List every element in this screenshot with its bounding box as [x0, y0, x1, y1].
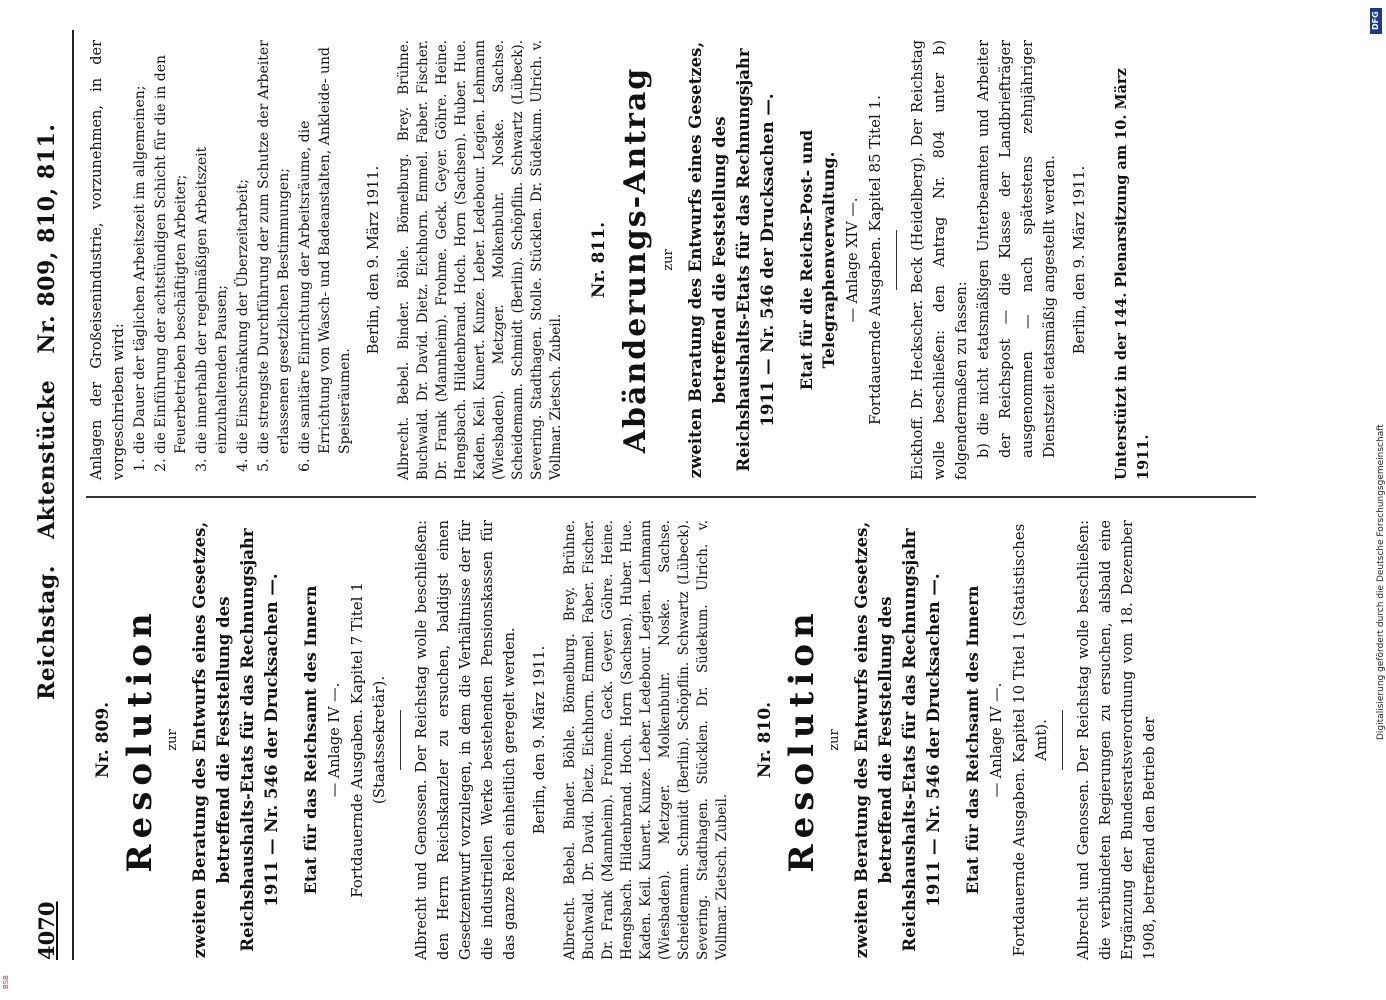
doc-number: Nr. 809.	[93, 701, 113, 779]
list-item: 4. die Einschränkung der Überzeitarbeit;	[233, 40, 253, 454]
header-rule	[72, 30, 74, 960]
motion-text: Eickhoff. Dr. Heckscher. Beck (Heidelberg). Der Reichstag wolle beschließen: den Antrag Nr. 804 unter b) folgendermaßen zu fassen:	[910, 40, 970, 480]
list-item: 1. die Dauer der täglichen Arbeitszeit im allgemeinen;	[130, 40, 150, 454]
doc-zur: zur	[661, 249, 676, 271]
bsb-stamp: BSB	[2, 975, 10, 989]
amendment-item-b: b) die nicht etatsmäßigen Unterbeamten und Arbeiter der Reichspost — die Klasse der Landbriefträger ausgenommen — nach spätestens zehnjähriger Dienstzeit etatsmäßig angestellt werden.	[976, 40, 1058, 458]
etat-heading: Etat für das Reichsamt des Innern	[301, 585, 320, 895]
column-divider	[86, 496, 1256, 498]
doc-subject: zweiten Beratung des Entwurfs eines Gesetzes, betreffend die Feststellung des Reichshaushalts-Etats für das Rechnungsjahr 1911 — Nr. 546 der Drucksachen —.	[852, 521, 943, 959]
running-title	[34, 106, 60, 700]
document-numbers: Nr. 809, 810, 811.	[34, 123, 60, 354]
list-item: 2. die Einführung der achtstündigen Schicht für die in den Feuerbetrieben beschäftigten Arbeiter;	[151, 40, 191, 454]
document-sheet	[28, 30, 1278, 960]
motion-text: Albrecht und Genossen. Der Reichstag wolle beschließen: den Herrn Reichskanzler zu ersuchen, baldigst einen Gesetzentwurf vorzulegen, in dem die Verhältnisse der für die industriellen Werke bestehenden Pensionskassen für das ganze Reich einheitlich geregelt werden.	[414, 520, 518, 960]
document-811	[588, 40, 1155, 480]
document-810	[754, 520, 1161, 960]
etat-heading: Etat für das Reichsamt des Innern	[963, 585, 982, 895]
left-column	[86, 520, 1161, 960]
kapitel-label: Fortdauernde Ausgaben. Kapitel 10 Titel 1 (Statistisches Amt).	[1010, 523, 1050, 957]
etat-heading: Etat für die Reichs-Post- und Telegraphenverwaltung.	[797, 129, 838, 391]
motion-text: Albrecht und Genossen. Der Reichstag wolle beschließen: die verbündeten Regierungen zu ersuchen, alsbald eine Ergänzung der Bundesratsverordnung vom 18. Dezember 1908, betreffend den Betrieb der	[1076, 520, 1158, 960]
page-header	[28, 30, 68, 960]
doc-number: Nr. 811.	[589, 221, 609, 299]
section-rule	[1062, 710, 1063, 770]
doc-title: Abänderungs-Antrag	[618, 66, 653, 454]
section-rule	[400, 710, 401, 770]
doc-zur: zur	[827, 729, 842, 751]
anlage-label: — Anlage IV —.	[989, 682, 1005, 798]
doc-title: Resolution	[120, 607, 160, 873]
records-label: Aktenstücke	[34, 379, 60, 539]
list-item: 3. die innerhalb der regelmäßigen Arbeitszeit einzuhaltenden Pausen;	[192, 40, 232, 454]
anlage-label: — Anlage IV —.	[327, 682, 343, 798]
continuation-text: Anlagen der Großeisenindustrie, vorzunehmen, in der vorgeschrieben wird:	[89, 40, 127, 480]
anlage-label: — Anlage XIV —.	[845, 197, 861, 323]
supported-note: Unterstützt in der 144. Plenarsitzung am 10. März 1911.	[1113, 68, 1152, 480]
doc-title: Resolution	[782, 607, 822, 873]
motion-date: Berlin, den 9. März 1911.	[532, 645, 548, 835]
signatories: Albrecht. Bebel. Binder. Böhle. Bömelburg. Brey. Brühne. Buchwald. Dr. David. Dietz. Eichhorn. Emmel. Faber. Fischer. Dr. Frank (Mannheim). Frohme. Geck. Geyer. Göhre. Heine. Hengsbach. Hildenbrand. Hoch. Horn (Sachsen). Huber. Hue. Kaden. Keil. Kunert. Kunze. Leber. Ledebour. Legien. Lehmann (Wiesbaden). Metzger. Molkenbuhr. Noske. Sachse. Scheidemann. Schmidt (Berlin). Schöpflin. Schwartz (Lübeck). Severing. Stadthagen. Stolle. Stücklen. Dr. Südekum. Ulrich. v. Vollmar. Zietsch. Zubeil.	[396, 40, 564, 480]
kapitel-label: Fortdauernde Ausgaben. Kapitel 85 Titel 1.	[866, 95, 884, 425]
demands-list	[130, 40, 355, 480]
dfg-logo: DFG	[1370, 8, 1382, 34]
section-rule	[896, 230, 897, 290]
document-809	[92, 520, 732, 960]
kapitel-label: Fortdauernde Ausgaben. Kapitel 7 Titel 1 (Staatssekretär).	[348, 582, 388, 898]
right-column	[86, 40, 1155, 480]
list-item: 5. die strengste Durchführung der zum Schutze der Arbeiter erlassenen gesetzlichen Bestimmungen;	[254, 40, 294, 454]
list-item: 6. die sanitäre Einrichtung der Arbeitsräume, die Errichtung von Wasch- und Badeanstalten, Ankleide- und Speiseräumen.	[295, 40, 355, 454]
signatories: Albrecht. Bebel. Binder. Böhle. Bömelburg. Brey. Brühne. Buchwald. Dr. David. Dietz. Eichhorn. Emmel. Faber. Fischer. Dr. Frank (Mannheim). Frohme. Geck. Geyer. Göhre. Heine. Hengsbach. Hildenbrand. Hoch. Horn (Sachsen). Huber. Hue. Kaden. Keil. Kunert. Kunze. Leber. Ledebour. Legien. Lehmann (Wiesbaden). Metzger. Molkenbuhr. Noske. Sachse. Scheidemann. Schmidt (Berlin). Schöpflin. Schwartz (Lübeck). Severing. Stadthagen. Stücklen. Dr. Südekum. Ulrich. v. Vollmar. Zietsch. Zubeil.	[562, 520, 730, 960]
motion-date: Berlin, den 9. März 1911.	[1072, 165, 1088, 355]
parliament-label: Reichstag.	[34, 565, 60, 700]
motion-date: Berlin, den 9. März 1911.	[366, 165, 382, 355]
doc-subject: zweiten Beratung des Entwurfs eines Gesetzes, betreffend die Feststellung des Reichshaushalts-Etats für das Rechnungsjahr 1911 — Nr. 546 der Drucksachen —.	[686, 41, 777, 479]
doc-subject: zweiten Beratung des Entwurfs eines Gesetzes, betreffend die Feststellung des Reichshaushalts-Etats für das Rechnungsjahr 1911 — Nr. 546 der Drucksachen —.	[190, 521, 281, 959]
doc-number: Nr. 810.	[755, 701, 775, 779]
page-number: 4070	[34, 901, 59, 960]
funding-note: Digitalisierung gefördert durch die Deutsche Forschungsgemeinschaft	[1376, 424, 1386, 740]
doc-zur: zur	[165, 729, 180, 751]
